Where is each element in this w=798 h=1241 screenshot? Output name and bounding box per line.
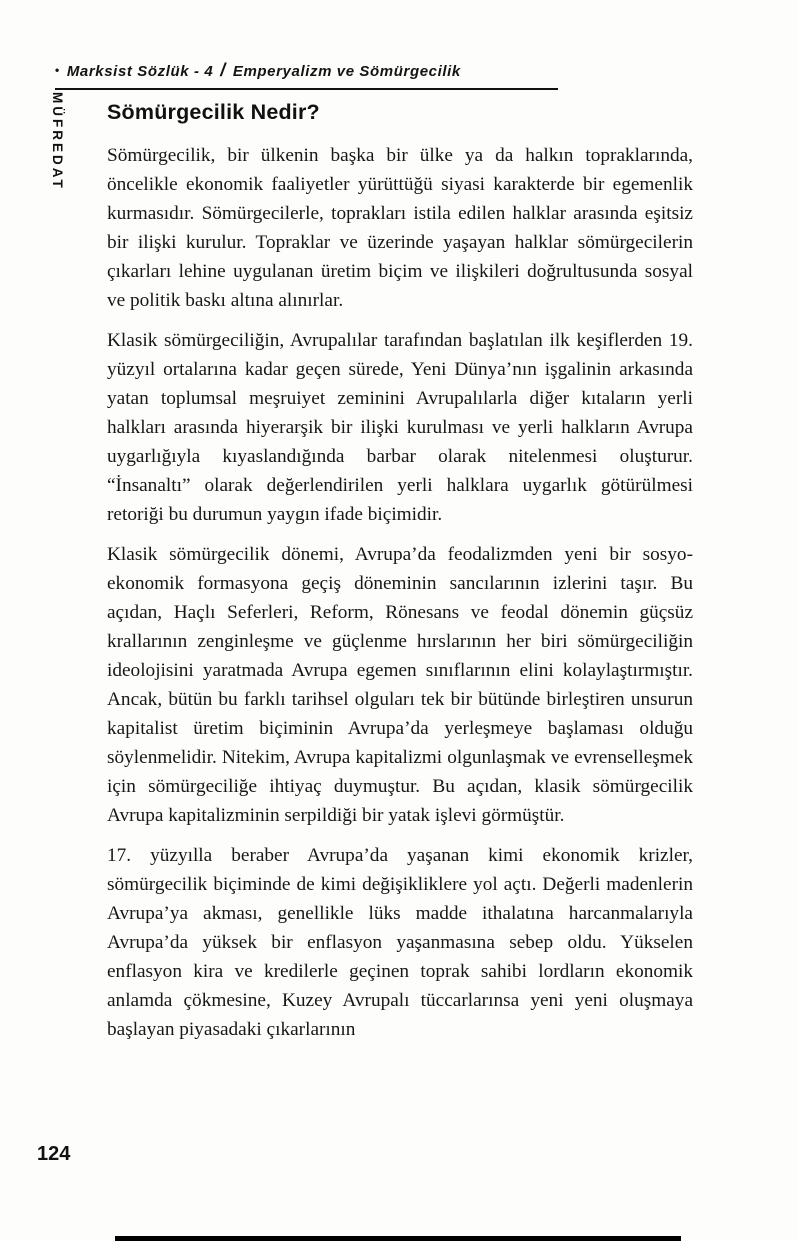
article-title: Sömürgecilik Nedir? (107, 100, 320, 124)
bottom-edge-bar (115, 1236, 681, 1241)
paragraph-4: 17. yüzyılla beraber Avrupa’da yaşanan kimi ekonomik krizler, sömürgecilik biçiminde de kimi değişikliklere yol açtı. Değerli madenlerin Avrupa’ya akması, genellikle lüks madde ithalatına harcanmalarıyla Avrupa’da yüksek bir enflasyon yaşanmasına sebep oldu. Yükselen enflasyon kira ve kredilerle geçinen toprak sahibi lordların ekonomik anlamda çökmesine, Kuzey Avrupalı tüccarlarınsa yeni yeni oluşmaya başlayan piyasadaki çıkarlarının (107, 845, 693, 1040)
running-header (55, 60, 558, 90)
paragraph-1: Sömürgecilik, bir ülkenin başka bir ülke ya da halkın topraklarında, öncelikle ekonomik faaliyetler yürüttüğü siyasi karakterde bir egemenlik kurmasıdır. Sömürgecilerle, toprakları istila edilen halklar arasında eşitsiz bir ilişki kurulur. Topraklar ve üzerinde yaşayan halklar sömürgecilerin çıkarları lehine uygulanan üretim biçim ve ilişkileri doğrultusunda sosyal ve politik baskı altına alınırlar. (107, 145, 693, 311)
header-bullet-icon: • (55, 63, 60, 77)
header-separator: / (220, 60, 226, 80)
page-content (107, 100, 693, 1044)
paragraph-2: Klasik sömürgeciliğin, Avrupalılar tarafından başlatılan ilk keşiflerden 19. yüzyıl ortalarına kadar geçen sürede, Yeni Dünya’nın işgalinin arkasında yatan toplumsal meşruiyet zeminini Avrupalılarla diğer kıtaların yerli halkları arasında hiyerarşik bir ilişki kurulması ve yerli halkların Avrupa uygarlığıyla kıyaslandığında barbar olarak nitelenmesi oluşturur. “İnsanaltı” olarak değerlendirilen yerli halklara uygarlık götürülmesi retoriği bu durumun yaygın ifade biçimidir. (107, 330, 693, 525)
page-number: 124 (37, 1143, 71, 1165)
margin-section-label: MÜFREDAT (50, 92, 65, 191)
paragraph-3: Klasik sömürgecilik dönemi, Avrupa’da feodalizmden yeni bir sosyo-ekonomik formasyona geçiş döneminin sancılarının izlerini taşır. Bu açıdan, Haçlı Seferleri, Reform, Rönesans ve feodal dönemin güçsüz krallarının zenginleşme ve güçlenme hırslarının her biri sömürgeciliğin ideolojisini yaratmada Avrupa egemen sınıflarının elini kolaylaştırmıştır. Ancak, bütün bu farklı tarihsel olguları tek bir bütünde birleştiren unsurun kapitalist üretim biçiminin Avrupa’da yerleşmeye başlaması olduğu söylenmelidir. Nitekim, Avrupa kapitalizmi olgunlaşmak ve evrenselleşmek için sömürgeciliğe ihtiyaç duymuştur. Bu açıdan, klasik sömürgecilik Avrupa kapitalizminin serpildiği bir yatak işlevi görmüştür. (107, 544, 693, 826)
header-series-title: Marksist Sözlük - 4 (66, 63, 214, 80)
header-chapter-title: Emperyalizm ve Sömürgecilik (232, 63, 461, 80)
